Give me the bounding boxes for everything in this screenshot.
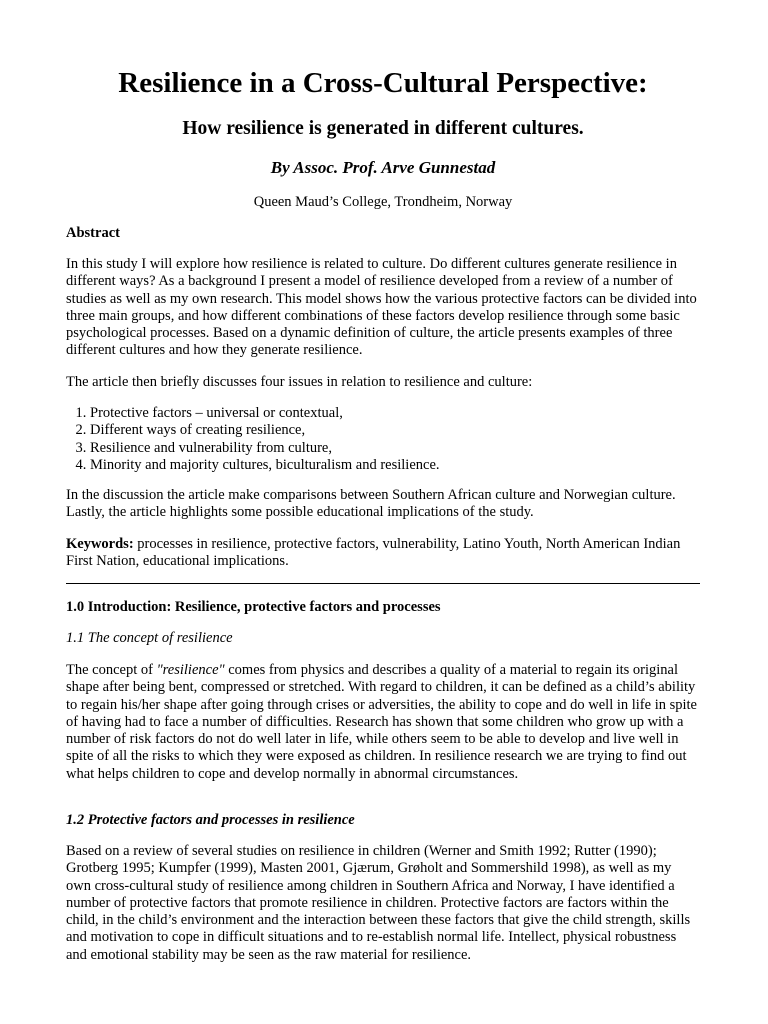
section-heading-1-0: 1.0 Introduction: Resilience, protective factors and processes (66, 599, 441, 615)
subsection-heading-1-1: 1.1 The concept of resilience (66, 630, 233, 646)
author-line: By Assoc. Prof. Arve Gunnestad (270, 158, 496, 177)
keywords-text: processes in resilience, protective factors, vulnerability, Latino Youth, North American Indian First Nation, educational implications. (66, 536, 681, 570)
text-pre: The concept of (66, 662, 157, 678)
term-resilience: "resilience" (156, 662, 225, 678)
issues-list (66, 405, 700, 474)
section-divider (66, 583, 700, 584)
subsection-1-2-paragraph: Based on a review of several studies on resilience in children (Werner and Smith 1992; Rutter (1990); Grotberg 1995; Kumpfer (1999), Masten 2001, Gjærum, Grøholt and Sommershild 1998), as well as my own cross-cultural study of resilience among children in Southern Africa and Norway, I have identified a number of protective factors that promote resilience in children. Protective factors are factors within the child, in the child’s environment and the interaction between these factors that give the child strength, skills and motivation to cope in difficult situations and to re-establish normal life. Intellect, physical robustness and emotional stability may be seen as the raw material for resilience. (66, 843, 691, 963)
keywords-label: Keywords: (66, 536, 134, 552)
abstract-paragraph-3: In the discussion the article make comparisons between Southern African culture and Norwegian culture. Lastly, the article highlights some possible educational implications of the study. (66, 487, 676, 521)
affiliation: Queen Maud’s College, Trondheim, Norway (253, 194, 513, 210)
subsection-heading-1-2: 1.2 Protective factors and processes in resilience (66, 812, 355, 828)
abstract-paragraph-2: The article then briefly discusses four issues in relation to resilience and culture: (66, 374, 533, 390)
list-item: 3. Resilience and vulnerability from culture, (90, 440, 700, 457)
list-item: 4. Minority and majority cultures, biculturalism and resilience. (90, 457, 700, 474)
subsection-1-1-paragraph (66, 662, 700, 783)
abstract-heading: Abstract (66, 225, 120, 241)
keywords (66, 536, 700, 571)
paper-title: Resilience in a Cross-Cultural Perspective: (118, 67, 648, 99)
abstract-paragraph-1: In this study I will explore how resilience is related to culture. Do different cultures generate resilience in different ways? As a background I present a model of resilience developed from a review of a number of studies as well as my own research. This model shows how the various protective factors can be divided into three main groups, and how different combinations of these factors develop resilience through some basic psychological processes. Based on a dynamic definition of culture, the article presents examples of three different cultures and how they generate resilience. (66, 256, 697, 359)
list-item: 1. Protective factors – universal or contextual, (90, 405, 700, 422)
list-item: 2. Different ways of creating resilience, (90, 422, 700, 439)
text-post: comes from physics and describes a quality of a material to regain its original shape after being bent, compressed or stretched. With regard to children, it can be defined as a child’s ability to regain his/her shape after going through crises or adversities, the ability to cope and do well in life in spite of having had to face a number of difficulties. Research has shown that some children who grow up with a number of risk factors do not do well later in life, while others seem to be able to develop and live well in spite of all the risks to which they were exposed as children. In resilience research we are trying to find out what helps children to cope and develop normally in abnormal circumstances. (66, 662, 697, 782)
paper-subtitle: How resilience is generated in different cultures. (182, 118, 584, 139)
